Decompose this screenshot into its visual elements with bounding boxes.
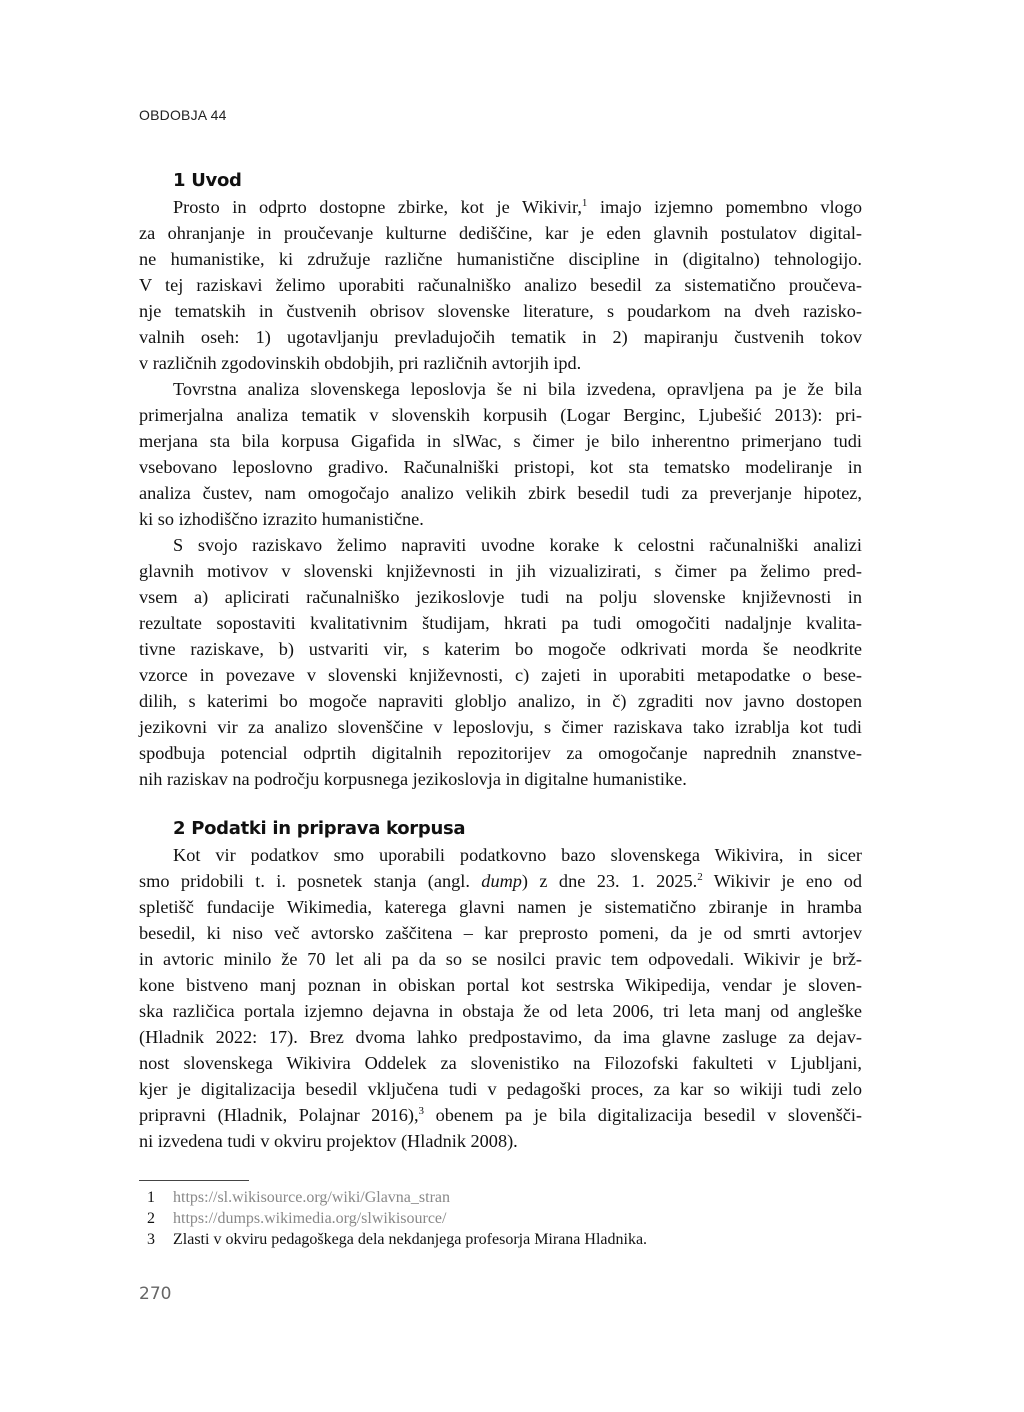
text-span: obenem pa je bila digitalizacija besedil v slovenšči- [424,1105,863,1125]
text-line: ki so izhodiščno izrazito humanistične. [139,509,424,529]
text-span: ) z dne 23. 1. 2025. [521,871,698,891]
footnote-number: 2 [147,1210,155,1227]
footnote-text: Zlasti v okviru pedagoškega dela nekdanjega profesorja Mirana Hladnika. [173,1231,648,1248]
footnote-number: 3 [147,1231,155,1248]
footnote-item [147,1208,647,1229]
text-line: vzorce in povezave v slovenski književnosti, c) zajeti in uporabiti metapodatke o bese- [139,665,862,685]
text-line: tivne raziskave, b) ustvariti vir, s katerim bo mogoče odkrivati morda še neodkrite [139,639,862,659]
text-line: nost slovenskega Wikivira Oddelek za slovenistiko na Filozofski fakulteti v Ljubljani, [139,1053,862,1073]
paragraph [139,532,862,792]
text-line: ne humanistike, ki združuje različne humanistične discipline in (digitalno) tehnologijo. [139,249,862,269]
text-line: za ohranjanje in proučevanje kulturne dediščine, kar je eden glavnih postulatov digital- [139,223,862,243]
text-line: besedil, ki niso več avtorsko zaščitena – kar preprosto pomeni, da je od smrti avtorjev [139,923,862,943]
text-line [139,194,862,220]
text-line: Kot vir podatkov smo uporabili podatkovno bazo slovenskega Wikivira, in sicer [173,845,862,865]
text-line: glavnih motivov v slovenski književnosti in jih vizualizirati, s čimer pa želimo pred- [139,561,862,581]
paragraph [139,842,862,1154]
footnote-divider [139,1180,249,1181]
footnote-number: 1 [147,1189,155,1206]
page-body [139,168,862,1154]
text-line [139,868,862,894]
text-line: rezultate sopostaviti kvalitativnim študijam, hkrati pa tudi omogočiti nadaljnje kvalita- [139,613,862,633]
text-line: kjer je digitalizacija besedil vključena tudi v pedagoški proces, za kar so wikiji tudi zelo [139,1079,862,1099]
footnote-link[interactable]: https://dumps.wikimedia.org/slwikisource/ [173,1210,447,1227]
text-line: merjana sta bila korpusa Gigafida in slWac, s čimer je bilo inherentno primerjano tudi [139,431,862,451]
section-heading-uvod: 1 Uvod [173,170,242,191]
text-line: S svojo raziskavo želimo napraviti uvodne korake k celostni računalniški analizi [173,535,862,555]
text-line: (Hladnik 2022: 17). Brez dvoma lahko predpostavimo, da ima glavne zasluge za dejav- [139,1027,862,1047]
footnote-item [147,1187,647,1208]
text-line: V tej raziskavi želimo uporabiti računalniško analizo besedil za sistematično proučeva- [139,275,862,295]
text-line: valnih oseh: 1) ugotavljanju prevladujočih tematik in 2) mapiranju čustvenih tokov [139,327,862,347]
footnote-link[interactable]: https://sl.wikisource.org/wiki/Glavna_stran [173,1189,451,1206]
text-line: vsebovano leposlovno gradivo. Računalniški pristopi, kot sta tematsko modeliranje in [139,457,862,477]
text-line: nih raziskav na področju korpusnega jezikoslovja in digitalne humanistike. [139,769,687,789]
text-line: kone bistveno manj poznan in obiskan portal kot sestrska Wikipedija, vendar je sloven- [139,975,862,995]
footnote-item [147,1229,647,1250]
text-span: Prosto in odprto dostopne zbirke, kot je Wikivir, [173,197,582,217]
text-span: pripravni (Hladnik, Polajnar 2016), [139,1105,419,1125]
text-span: smo pridobili t. i. posnetek stanja (angl. [139,871,482,891]
paragraph [139,376,862,532]
text-line: in avtoric minilo že 70 let ali pa da so se nosilci pravic tem odpovedali. Wikivir je brž- [139,949,862,969]
text-line: vsem a) aplicirati računalniško jezikoslovje tudi na polju slovenske književnosti in [139,587,862,607]
text-line: Tovrstna analiza slovenskega leposlovja še ni bila izvedena, opravljena pa je že bila [173,379,862,399]
footnote-marker[interactable]: 1 [581,197,588,209]
text-line: nje tematskih in čustvenih obrisov slovenske literature, s poudarkom na dveh razisko- [139,301,862,321]
footnote-marker[interactable]: 3 [418,1105,425,1117]
footnotes [147,1187,647,1250]
text-line: ni izvedena tudi v okviru projektov (Hladnik 2008). [139,1131,518,1151]
text-line: primerjalna analiza tematik v slovenskih korpusih (Logar Berginc, Ljubešić 2013): pri- [139,405,862,425]
footnote-marker[interactable]: 2 [697,871,703,883]
text-span: imajo izjemno pomembno vlogo [587,197,863,217]
text-line: spodbuja potencial odprtih digitalnih repozitorijev za omogočanje naprednih znanstve- [139,743,862,763]
emphasis-term: dump [481,871,522,891]
text-line: analiza čustev, nam omogočajo analizo velikih zbirk besedil tudi za preverjanje hipotez, [139,483,862,503]
text-span: Wikivir je eno od [702,871,862,891]
page-number: 270 [139,1284,172,1304]
text-line [139,1102,862,1128]
section-heading-podatki: 2 Podatki in priprava korpusa [173,818,466,839]
text-line: dilih, s katerimi bo mogoče napraviti globljo analizo, in č) zgraditi nov javno dostopen [139,691,862,711]
paragraph [139,194,862,376]
text-line: jezikovni vir za analizo slovenščine v leposlovju, s čimer raziskava tako izrablja kot tudi [139,717,862,737]
text-line: ska različica portala izjemno dejavna in obstaja že od leta 2006, tri leta manj od angleške [139,1001,862,1021]
section-gap [139,792,862,816]
text-line: v različnih zgodovinskih obdobjih, pri različnih avtorjih ipd. [139,353,582,373]
text-line: spletišč fundacije Wikimedia, katerega glavni namen je sistematično zbiranje in hramba [139,897,862,917]
running-header: OBDOBJA 44 [139,107,227,123]
